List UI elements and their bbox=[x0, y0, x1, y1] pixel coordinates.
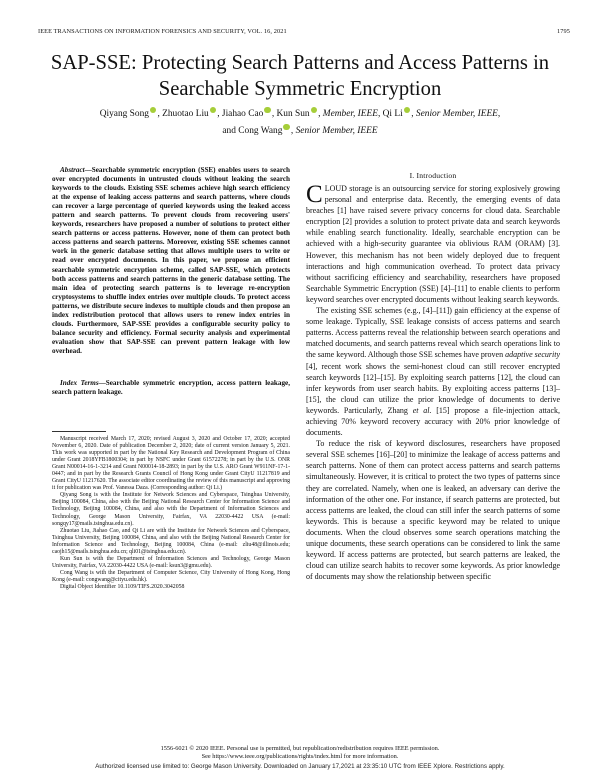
footnotes bbox=[52, 436, 290, 591]
index-terms-label: Index Terms bbox=[60, 379, 99, 387]
author-name: Cong Wang bbox=[238, 126, 283, 136]
journal-name: IEEE TRANSACTIONS ON INFORMATION FORENSICS AND SECURITY, VOL. 16, 2021 bbox=[38, 28, 287, 35]
abstract bbox=[52, 166, 290, 356]
author-list: Qiyang Song , Zhuotao Liu , Jiahao Cao , Kun Sun , Member, IEEE, Qi Li , Senior Member, IEEE, and Cong Wang , Senior Member, IEEE bbox=[30, 106, 570, 140]
orcid-icon[interactable] bbox=[283, 124, 290, 131]
section-heading: I. Introduction bbox=[409, 171, 457, 180]
orcid-icon[interactable] bbox=[210, 107, 217, 114]
orcid-icon[interactable] bbox=[404, 107, 411, 114]
intro-paragraph: CLOUD storage is an outsourcing service for storing explosively growing personal and enterprise data. Recently, the emerging events of data breaches [1] have raised severe privacy concerns for cloud data. Searchable encryption [2] provides a solution to protect private data and search keywords while enabling search functionality. Ideally, searchable encryption can be achieved with a high-security guarantee via oblivious RAM (ORAM) [3]. However, this mechanism has not been widely deployed due to frequent interactions and high communication overhead. To protect data privacy without sacrificing efficiency and searchability, researchers have proposed Searchable Symmetric Encryption (SSE) [4]–[11] to enable clients to perform keyword searches over encrypted documents without leaking search keywords. bbox=[306, 181, 560, 304]
index-terms bbox=[52, 379, 290, 397]
copyright-line: 1556-6021 © 2020 IEEE. Personal use is permitted, but republication/redistribution requires IEEE permission. bbox=[160, 745, 440, 752]
author-name: Qiyang Song bbox=[99, 109, 149, 119]
orcid-icon[interactable] bbox=[264, 107, 271, 114]
orcid-icon[interactable] bbox=[150, 107, 157, 114]
author-name: Qi Li bbox=[382, 109, 403, 119]
author-name: Zhuotao Liu bbox=[162, 109, 209, 119]
author-role: Member, IEEE bbox=[322, 109, 378, 119]
drop-cap: C bbox=[306, 181, 323, 208]
intro-paragraph: The existing SSE schemes (e.g., [4]–[11]) gain efficiency at the expense of some leakage. Typically, SSE leakage consists of access patterns and search patterns. Access patterns reveal the relationship between search operations and matched documents, and search patterns reveal which search operations link to the same keyword. Although those SSE schemes have proven adaptive security [4], recent work shows the semi-honest cloud can still recover encrypted search keywords [12]–[15]. By exploiting search patterns [12], the cloud can infer keywords from user search habits. By exploiting access patterns [13]–[15], the cloud can utilize the prior knowledge of documents to derive keywords. Particularly, Zhang et al. [15] propose a file-injection attack, achieving 70% keyword recovery accuracy with 20% prior knowledge of documents. bbox=[306, 306, 561, 438]
footnote-affiliation: Qiyang Song is with the Institute for Network Sciences and Cyberspace, Tsinghua University, Beijing 100084, China, also with the Beijing National Research Center for Information Science and Technology, Beijing 100084, China, and also with the Department of Information Sciences and Technology, George Mason University, Fairfax, VA 22030-4422 USA (e-mail: songqy17@mails.tsinghua.edu.cn). bbox=[52, 492, 290, 527]
footnote-manuscript: Manuscript received March 17, 2020; revised August 3, 2020 and October 17, 2020; accepted November 6, 2020. Date of publication December 2, 2020; date of current version January 5, 2021. This work was supported in part by the National Key Research and Development Program of China under Grant 2018YFB1800304; in part by NSFC under Grant 61572278; in part by the U.S. ONR Grant N00014-16-1-3214 and Grant N00014-18-2893; in part by the U.S. ARO Grant W911NF-17-1-0447; and in part by the Research Grants Council of Hong Kong under Grant CityU 11217819 and Grant CityU 11217620. The associate editor coordinating the review of this manuscript and approving it for publication was Prof. Vanessa Daza. (Corresponding author: Qi Li.) bbox=[52, 436, 290, 492]
author-role: Senior Member, IEEE bbox=[295, 126, 378, 136]
introduction-body bbox=[306, 183, 560, 582]
rights-link[interactable]: See https://www.ieee.org/publications/rights/index.html for more information. bbox=[201, 753, 399, 760]
author-name: Jiahao Cao bbox=[221, 109, 264, 119]
running-header bbox=[38, 28, 570, 38]
paper-title: SAP-SSE: Protecting Search Patterns and Access Patterns in Searchable Symmetric Encryption bbox=[50, 52, 550, 100]
page-number: 1795 bbox=[557, 28, 570, 35]
footnote-affiliation: Cong Wang is with the Department of Computer Science, City University of Hong Kong, Hong Kong (e-mail: congwang@cityu.edu.hk). bbox=[52, 569, 290, 583]
author-name: Kun Sun bbox=[276, 109, 310, 119]
orcid-icon[interactable] bbox=[311, 107, 318, 114]
intro-paragraph: To reduce the risk of keyword disclosures, researchers have proposed several SSE schemes [16]–[20] to minimize the leakage of access patterns and search patterns. None of them can protect access patterns and search patterns simultaneously. However, it is critical to protect the two types of patterns since they are correlated. Namely, when one is leaked, an adversary can derive the information of the other one. For instance, if search patterns are protected, but access patterns are leaked, the cloud can still infer the search patterns of some keywords. This is because a specific keyword may be related to unique documents. When the cloud observes some search operations matching the unique documents, these search operations can be considered to link the same keyword. If access patterns are protected, but search patterns are leaked, the cloud can utilize search habits to recover some keywords. As prior knowledge of documents may show the relationship between specific bbox=[306, 439, 560, 582]
footnote-doi[interactable]: Digital Object Identifier 10.1109/TIFS.2020.3042058 bbox=[60, 583, 185, 590]
abstract-label: Abstract bbox=[60, 166, 85, 174]
license-banner: Authorized licensed use limited to: George Mason University. Downloaded on January 17,2021 at 23:35:10 UTC from IEEE Xplore. Restrictions apply. bbox=[95, 763, 505, 770]
footnote-divider bbox=[52, 431, 106, 432]
copyright-notice bbox=[30, 745, 570, 761]
abstract-text: —Searchable symmetric encryption (SSE) enables users to search over encrypted documents in untrusted clouds without leaking the search keywords to the clouds. Existing SSE schemes achieve high search efficiency at the expense of leaking access patterns and search patterns, where clouds can recover a large percentage of queried keywords using the leaked access pattern and search patterns. To prevent clouds from recovering users' keywords, researchers have proposed a number of solutions to protect either search patterns or access patterns. However, none of them can protect both access patterns and search patterns. Moreover, existing SSE schemes cannot work in the generic database setting that allows multiple users to write or read over encrypted documents. In this paper, we propose an efficient searchable symmetric encryption scheme, called SAP-SSE, which protects both access patterns and search patterns in the generic database setting. The main idea of protecting search patterns is to leverage re-encryption cryptosystems to shuffle index entries over multiple clouds. To protect access patterns, we distribute secure indexes to multiple clouds and then propose an index redistribution protocol that allows users to renew index entries in clouds. Furthermore, SAP-SSE provides a configurable security policy to balance security and efficiency. Formal security analysis and experimental evaluation show that SAP-SSE can prevent pattern leakage with low overhead. bbox=[52, 166, 290, 355]
footnote-affiliation: Kun Sun is with the Department of Information Sciences and Technology, George Mason University, Fairfax, VA 22030-4422 USA (e-mail: ksun3@gmu.edu). bbox=[52, 555, 290, 569]
index-terms-text: —Searchable symmetric encryption, access pattern leakage, search pattern leakage. bbox=[52, 379, 290, 397]
author-role: Senior Member, IEEE bbox=[415, 109, 498, 119]
footnote-affiliation: Zhuotao Liu, Jiahao Cao, and Qi Li are with the Institute for Network Sciences and Cyberspace, Tsinghua University, Beijing 100084, China, and also with the Beijing National Research Center for Information Science and Technology, Beijing 100084, China (e-mail: zliu48@illinois.edu; caojh15@mails.tsinghua.edu.cn; qli01@tsinghua.edu.cn). bbox=[52, 527, 290, 555]
